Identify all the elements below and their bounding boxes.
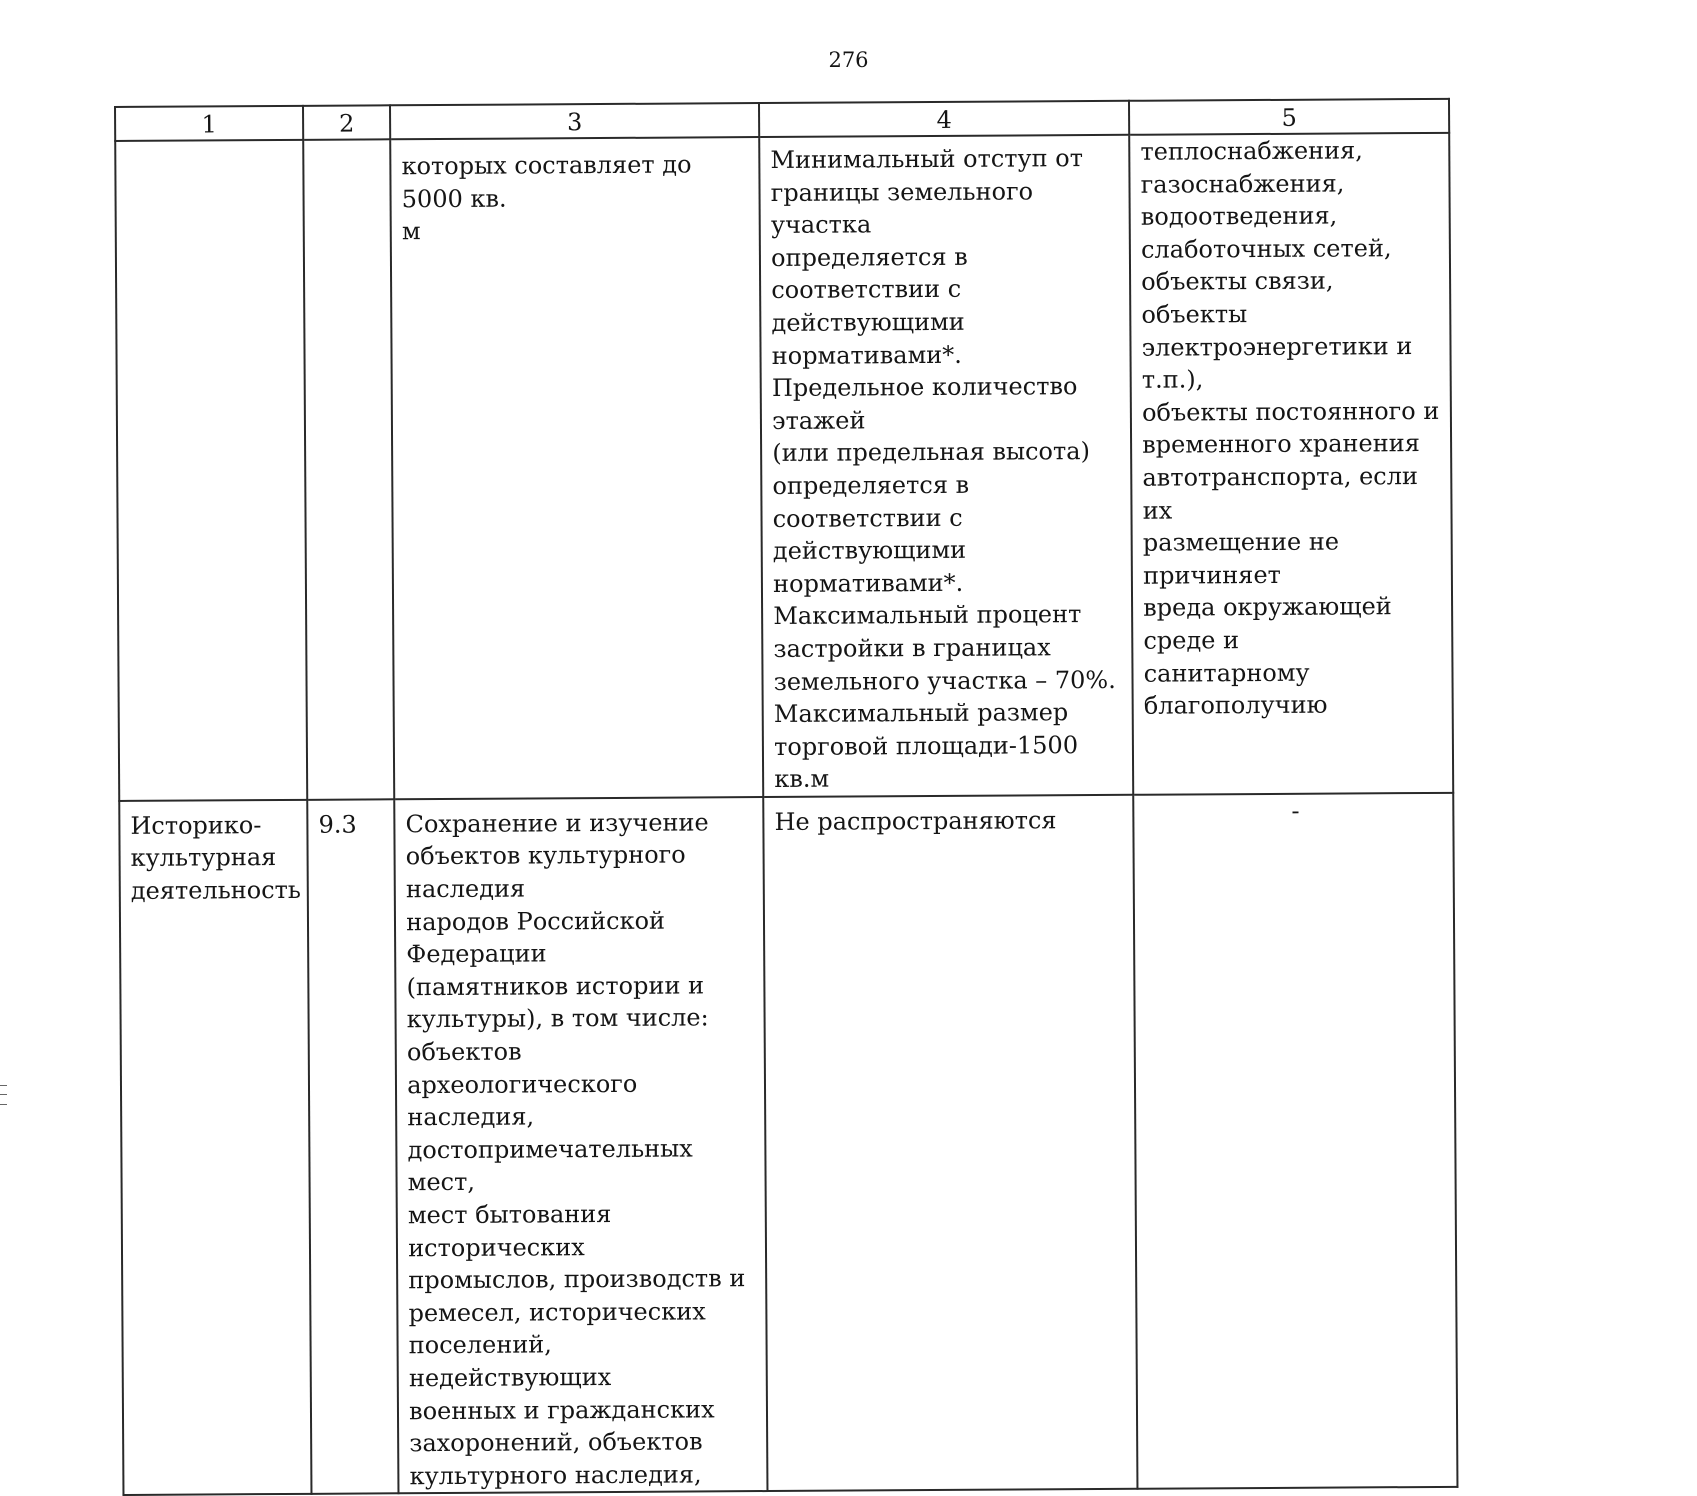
- cell-text: Историко- культурная деятельность: [130, 801, 301, 908]
- header-cell-2: 2: [303, 105, 390, 140]
- table-row: [119, 793, 1457, 1496]
- cell-text: Сохранение и изучение объектов культурного наследия народов Российской Федерации (памятников истории и культуры), в том числе: объектов археологического наследия, достопримечательных мест, мест бытования исторических промыслов, производств и ремесел, исторических поселений, недействующих военных и гражданских захоронений, объектов культурного наследия,: [405, 798, 760, 1493]
- cell-text: Не распространяются: [774, 796, 1126, 839]
- cell-accessory-uses: [1133, 793, 1457, 1489]
- cell-text: [126, 141, 296, 142]
- cell-land-use-type: [119, 800, 311, 1496]
- cell-parameters: [759, 135, 1133, 797]
- cell-text: 9.3: [318, 800, 387, 841]
- binding-mark: [0, 1085, 7, 1105]
- cell-description: [390, 137, 763, 799]
- cell-code: [303, 139, 394, 799]
- header-cell-4: 4: [759, 101, 1129, 137]
- page-number: 276: [0, 48, 1697, 72]
- cell-text: Минимальный отступ от границы земельного участка определяется в соответствии с действующими нормативами*. Предельное количество этажей (или предельная высота) определяется в соответствии с действующими нормативами*. Максимальный процент застройки в границах земельного участка – 70%. Максимальный размер торговой площади-1500 кв.м: [770, 136, 1126, 796]
- cell-text: -: [1144, 794, 1446, 828]
- table-row: [115, 133, 1453, 801]
- cell-description: [394, 797, 767, 1494]
- cell-land-use-type: [115, 140, 307, 801]
- header-cell-5: 5: [1129, 99, 1449, 135]
- cell-code: [307, 799, 398, 1494]
- zoning-table: [114, 98, 1459, 1496]
- cell-parameters: [763, 795, 1137, 1492]
- cell-text: теплоснабжения, газоснабжения, водоотведения, слаботочных сетей, объекты связи, объекты электроэнергетики и т.п.), объекты постоянного и временного хранения автотранспорта, если их размещение не причиняет вреда окружающей среде и санитарному благополучию: [1140, 134, 1446, 723]
- cell-text: которых составляет до 5000 кв. м: [401, 138, 753, 248]
- cell-accessory-uses: [1129, 133, 1453, 795]
- header-cell-1: 1: [115, 106, 303, 141]
- header-cell-3: 3: [390, 103, 759, 139]
